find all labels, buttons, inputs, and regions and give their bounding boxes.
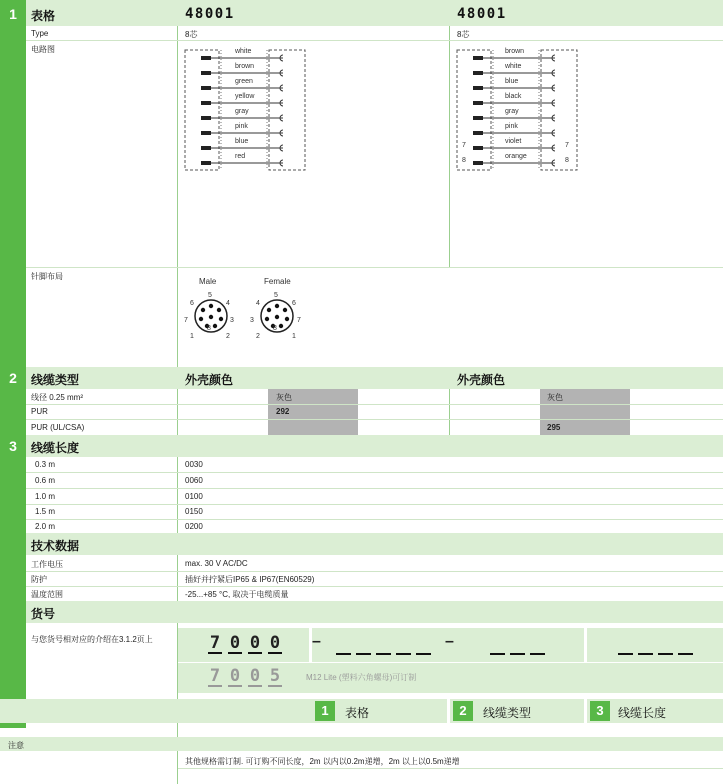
order-digit-4: 0 (269, 633, 281, 653)
tech-label-2: 防护 (31, 575, 47, 584)
col-b-color-header: 外壳颜色 (457, 373, 506, 387)
wire-a-1: white (235, 48, 252, 55)
note-text: 其他规格需订制. 可订购不同长度，2m 以内以0.2m递增，2m 以上以0.5m递增 (185, 757, 460, 766)
male-pin-6: 6 (190, 300, 194, 307)
male-pin-5: 5 (208, 292, 212, 299)
note-label: 注意 (8, 741, 24, 750)
row-divider (26, 571, 723, 572)
blank-12 (678, 653, 693, 655)
row-divider (26, 419, 723, 420)
female-pin-3: 3 (250, 317, 254, 324)
tech-value-3: -25...+85 °C, 取决于电缆质量 (185, 590, 289, 599)
section1-number: 1 (0, 4, 26, 24)
tech-label-1: 工作电压 (31, 560, 63, 569)
blank-3 (376, 653, 391, 655)
order-sep-1: – (312, 633, 321, 650)
step-text-2: 线缆类型 (483, 706, 532, 720)
order-intro: 与您货号相对应的介绍在3.1.2页上 (31, 635, 153, 644)
row-divider (26, 586, 723, 587)
male-pin-1: 1 (190, 333, 194, 340)
section3-title: 线缆长度 (31, 441, 80, 455)
section3-number: 3 (0, 435, 26, 457)
section1-title: 表格 (31, 9, 56, 23)
female-pin-4: 4 (256, 300, 260, 307)
wire-b-6: pink (505, 123, 518, 130)
wire-a-6: pink (235, 123, 248, 130)
wire-a-4: yellow (235, 93, 255, 100)
pin-b-right-8: 8 (565, 157, 569, 164)
gray-label-b: 灰色 (547, 393, 563, 402)
male-label: Male (199, 277, 217, 286)
female-label: Female (264, 277, 291, 286)
pur-ul-label: PUR (UL/CSA) (31, 423, 85, 432)
diagram-label: 电路图 (31, 45, 55, 54)
section2-header-bg (26, 367, 723, 389)
steps-gap-1 (447, 699, 450, 723)
wire-a-3: green (235, 78, 253, 85)
step-badge-3: 3 (590, 701, 610, 721)
wire-a-5: gray (235, 108, 249, 115)
order-title: 货号 (31, 607, 56, 621)
order2-digit-3: 0 (249, 666, 261, 686)
section3-header-bg (26, 435, 723, 457)
row-divider (26, 40, 723, 41)
male-pin-8: 8 (207, 325, 211, 332)
row-divider (26, 267, 723, 268)
gray-label-a: 灰色 (276, 393, 292, 402)
length-code-2: 0060 (185, 476, 203, 485)
order2-digit-4: 5 (269, 666, 281, 686)
col-a-code: 48001 (185, 6, 235, 22)
wire-b-8: orange (505, 153, 527, 160)
wire-b-7: violet (505, 138, 522, 145)
length-3: 1.0 m (35, 492, 56, 501)
order-digit-2: 0 (229, 633, 241, 653)
step-badge-1: 1 (315, 701, 335, 721)
row-divider (26, 519, 723, 520)
pur-label: PUR (31, 407, 48, 416)
blank-7 (510, 653, 525, 655)
wire-b-5: gray (505, 108, 519, 115)
pin-b-left-8: 8 (462, 157, 466, 164)
col-b-code: 48001 (457, 6, 507, 22)
steps-gap-2 (584, 699, 587, 723)
note-header-bg (0, 737, 723, 751)
order2-digit-2: 0 (229, 666, 241, 686)
tech-label-3: 温度范围 (31, 590, 63, 599)
wire-a-7: blue (235, 138, 249, 145)
length-code-3: 0100 (185, 492, 203, 501)
order-digit-3: 0 (249, 633, 261, 653)
male-pin-4: 4 (226, 300, 230, 307)
cable-cs-label: 线径 0.25 mm² (31, 393, 84, 402)
tech-value-2: 插好并拧紧后IP65 & IP67(EN60529) (185, 575, 315, 584)
wire-a-2: brown (235, 63, 255, 70)
female-pin-7: 7 (297, 317, 301, 324)
length-code-5: 0200 (185, 522, 203, 531)
female-pin-5: 5 (274, 292, 278, 299)
row-divider (26, 404, 723, 405)
section2-title: 线缆类型 (31, 373, 80, 387)
section2-number: 2 (0, 367, 26, 389)
type-label: Type (31, 29, 49, 38)
step-text-1: 表格 (345, 706, 370, 720)
blank-5 (416, 653, 431, 655)
row-divider (26, 504, 723, 505)
order-row1-gap-2 (584, 628, 587, 662)
pin-b-left-7: 7 (462, 142, 466, 149)
blank-9 (618, 653, 633, 655)
gray-value-b: 295 (547, 423, 561, 432)
female-pin-8: 8 (273, 325, 277, 332)
wire-b-4: black (505, 93, 522, 100)
step-text-3: 线缆长度 (618, 706, 667, 720)
tech-header-bg (26, 533, 723, 555)
wire-b-3: blue (505, 78, 519, 85)
length-2: 0.6 m (35, 476, 56, 485)
blank-2 (356, 653, 371, 655)
wire-a-8: red (235, 153, 246, 160)
step-badge-2: 2 (453, 701, 473, 721)
pin-b-right-7: 7 (565, 142, 569, 149)
blank-6 (490, 653, 505, 655)
row-divider (26, 472, 723, 473)
male-pin-3: 3 (230, 317, 234, 324)
female-pin-2: 2 (256, 333, 260, 340)
length-5: 2.0 m (35, 522, 56, 531)
tech-value-1: max. 30 V AC/DC (185, 559, 248, 568)
order-row2-note: M12 Lite (塑料六角螺母)可订制 (306, 673, 417, 682)
length-code-4: 0150 (185, 507, 203, 516)
col-a-color-header: 外壳颜色 (185, 373, 234, 387)
order-header-bg (26, 601, 723, 623)
tech-title: 技术数据 (31, 539, 80, 553)
blank-11 (658, 653, 673, 655)
blank-10 (638, 653, 653, 655)
male-pin-2: 2 (226, 333, 230, 340)
female-pin-1: 1 (292, 333, 296, 340)
section1-header-bg (26, 0, 723, 26)
order-sep-2: – (445, 633, 454, 650)
row-divider (26, 488, 723, 489)
length-4: 1.5 m (35, 507, 56, 516)
male-pin-7: 7 (184, 317, 188, 324)
wire-b-1: brown (505, 48, 525, 55)
order-digit-1: 7 (209, 633, 221, 653)
length-code-1: 0030 (185, 460, 203, 469)
wire-b-2: white (505, 63, 522, 70)
blank-4 (396, 653, 411, 655)
row-divider (178, 768, 723, 769)
length-1: 0.3 m (35, 460, 56, 469)
order2-digit-1: 7 (209, 666, 221, 686)
col-a-type: 8芯 (185, 30, 198, 39)
left-accent-strip (0, 0, 26, 728)
blank-8 (530, 653, 545, 655)
gray-value-a: 292 (276, 407, 290, 416)
female-pin-6: 6 (292, 300, 296, 307)
col-b-type: 8芯 (457, 30, 470, 39)
blank-1 (336, 653, 351, 655)
pinout-label: 针脚布局 (31, 272, 63, 281)
